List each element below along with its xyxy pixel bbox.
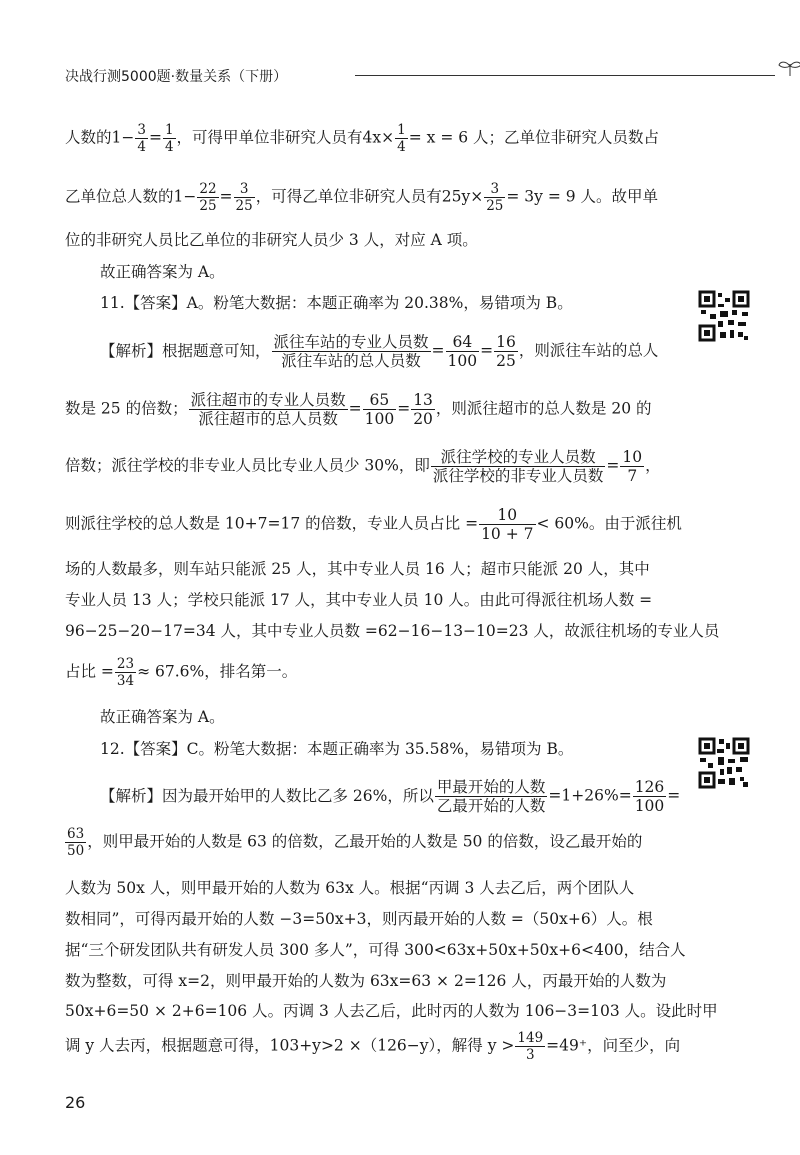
text-line: 【解析】因为最开始甲的人数比乙多 26%，所以 $\frac{\text{甲最开始的人数}}{\text{乙最开始的人数}}$ =1+26%= $\frac{126}{100}$ = xyxy=(100,778,681,815)
fraction: $\frac{3}{25}$ xyxy=(235,181,253,214)
text-line: 占比 = $\frac{23}{34}$ ≈ 67.6%，排名第一。 xyxy=(65,656,298,689)
fraction: $\frac{149}{3}$ xyxy=(517,1030,544,1063)
fraction: $\frac{1}{4}$ xyxy=(397,122,406,155)
fraction: $\frac{3}{25}$ xyxy=(486,181,504,214)
fraction: $\frac{126}{100}$ xyxy=(634,778,665,815)
answer-line: 故正确答案为 A。 xyxy=(100,263,225,281)
fraction: $\frac{\text{派往超市的专业人员数}}{\text{派往超市的总人员数}}$ xyxy=(190,391,346,428)
fraction: $\frac{1}{4}$ xyxy=(164,122,174,155)
text-line: 数是 25 的倍数； $\frac{\text{派往超市的专业人员数}}{\text{派往超市的总人员数}}$ = $\frac{65}{100}$ = $\frac{13}{20}$ ，则派往超市的总人数是 20 的 xyxy=(65,391,652,428)
fraction: $\frac{64}{100}$ xyxy=(447,333,478,370)
fraction: $\frac{3}{4}$ xyxy=(137,122,146,155)
fraction: $\frac{13}{20}$ xyxy=(413,391,433,428)
answer-line: 故正确答案为 A。 xyxy=(100,708,225,726)
fraction: $\frac{10}{7}$ xyxy=(622,448,643,485)
text-line: 专业人员 13 人；学校只能派 17 人，其中专业人员 10 人。由此可得派往机场人数 = xyxy=(65,591,653,609)
text-line: 倍数；派往学校的非专业人员比专业人员少 30%，即 $\frac{\text{派往学校的专业人员数}}{\text{派往学校的非专业人员数}}$ = $\frac{10}{7}$ ， xyxy=(65,448,661,485)
fraction: $\frac{63}{50}$ xyxy=(67,826,85,859)
text-line: 人数的1− $\frac{3}{4}$ = $\frac{1}{4}$ ，可得甲单位非研究人员有4x× $\frac{1}{4}$ = x = 6 人；乙单位非研究人员数占 xyxy=(65,122,660,155)
text-line: 调 y 人去丙，根据题意可得，103+y>2 ×（126−y），解得 y > $\frac{149}{3}$ =49⁺，问至少，向 xyxy=(65,1030,681,1063)
fraction: $\frac{22}{25}$ xyxy=(199,181,217,214)
text-line: 数相同”，可得丙最开始的人数 −3=50x+3，则丙最开始的人数 =（50x+6）人。根 xyxy=(65,910,653,928)
fraction: $\frac{\text{派往学校的专业人员数}}{\text{派往学校的非专业人员数}}$ xyxy=(432,448,604,485)
text-line: 位的非研究人员比乙单位的非研究人员少 3 人，对应 A 项。 xyxy=(65,231,478,249)
fraction: $\frac{10}{10 + 7}$ xyxy=(481,506,534,543)
text-line: 场的人数最多，则车站只能派 25 人，其中专业人员 16 人；超市只能派 20 人，其中 xyxy=(65,560,650,578)
book-title: 决战行测5000题·数量关系（下册） xyxy=(65,69,288,85)
answer-header: 11.【答案】A。粉笔大数据：本题正确率为 20.38%，易错项为 B。 xyxy=(100,294,573,312)
qr-code-icon[interactable] xyxy=(698,737,750,789)
qr-code-icon[interactable] xyxy=(698,290,750,342)
fraction: $\frac{23}{34}$ xyxy=(116,656,135,689)
text-line: 据“三个研发团队共有研发人员 300 多人”，可得 300<63x+50x+50x+6<400，结合人 xyxy=(65,941,686,959)
text-line: $\frac{63}{50}$ ，则甲最开始的人数是 63 的倍数，乙最开始的人数是 50 的倍数，设乙最开始的 xyxy=(67,826,643,859)
text-line: 乙单位总人数的1− $\frac{22}{25}$ = $\frac{3}{25}$ ，可得乙单位非研究人员有25y× $\frac{3}{25}$ = 3y = 9 人。故甲单 xyxy=(65,181,659,214)
answer-header: 12.【答案】C。粉笔大数据：本题正确率为 35.58%，易错项为 B。 xyxy=(100,740,574,758)
running-header xyxy=(65,64,785,88)
text-line: 数为整数，可得 x=2，则甲最开始的人数为 63x=63 × 2=126 人，丙最开始的人数为 xyxy=(65,972,667,990)
fraction: $\frac{\text{派往车站的专业人员数}}{\text{派往车站的总人员数}}$ xyxy=(273,333,429,370)
page-number: 26 xyxy=(65,1093,86,1112)
text-line: 则派往学校的总人数是 10+7=17 的倍数，专业人员占比 = $\frac{10}{10 + 7}$ < 60%。由于派往机 xyxy=(65,506,682,543)
fraction: $\frac{16}{25}$ xyxy=(496,333,516,370)
fraction: $\frac{\text{甲最开始的人数}}{\text{乙最开始的人数}}$ xyxy=(436,778,546,815)
text-line: 人数为 50x 人，则甲最开始的人数为 63x 人。根据“丙调 3 人去乙后，两个团队人 xyxy=(65,879,635,897)
text-line: 96−25−20−17=34 人，其中专业人员数 =62−16−13−10=23 人，故派往机场的专业人员 xyxy=(65,622,720,640)
header-rule xyxy=(355,75,775,76)
leaf-icon xyxy=(777,58,800,78)
text-line: 【解析】根据题意可知， $\frac{\text{派往车站的专业人员数}}{\text{派往车站的总人员数}}$ = $\frac{64}{100}$ = $\frac{16}{25}$ ，则派往车站的总人 xyxy=(100,333,659,370)
fraction: $\frac{65}{100}$ xyxy=(364,391,395,428)
text-line: 50x+6=50 × 2+6=106 人。丙调 3 人去乙后，此时丙的人数为 106−3=103 人。设此时甲 xyxy=(65,1002,718,1020)
